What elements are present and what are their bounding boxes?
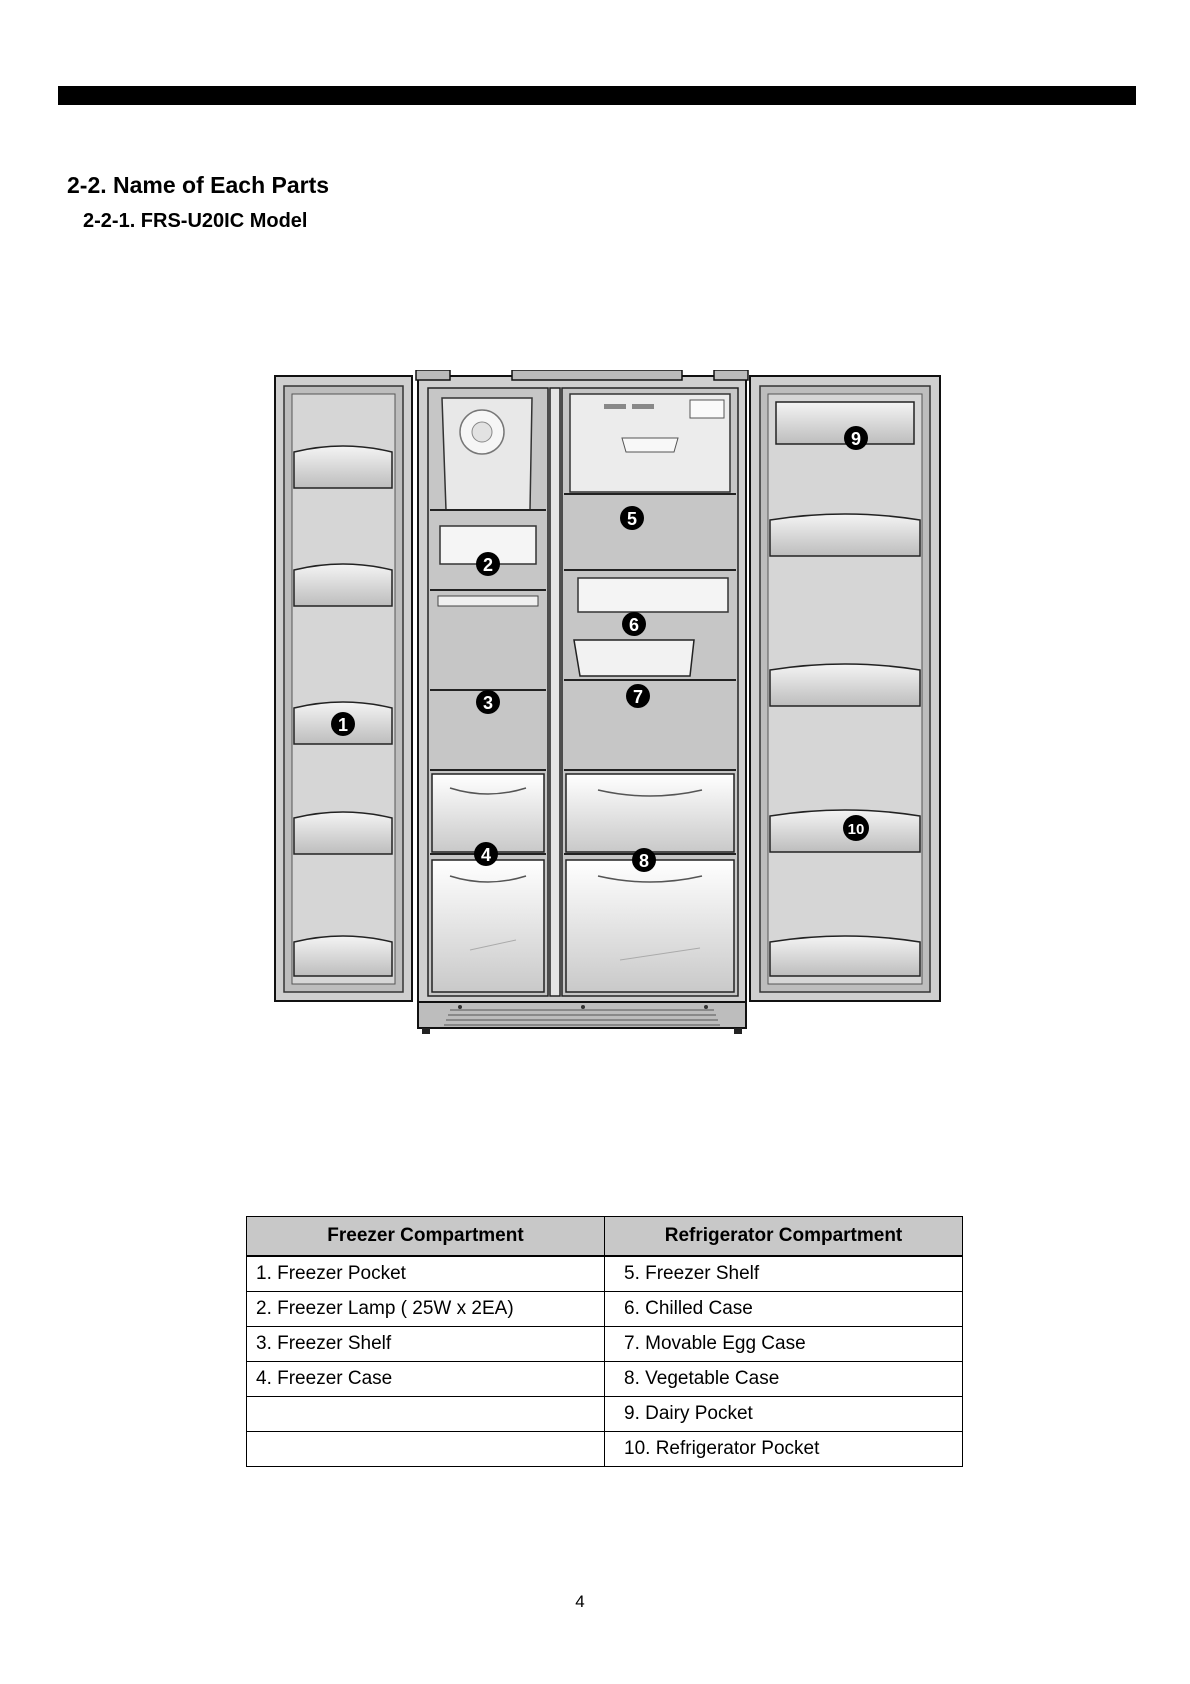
header-rule (58, 86, 1136, 105)
chilled-case-icon (578, 578, 728, 612)
table-cell: 10. Refrigerator Pocket (605, 1432, 963, 1467)
table-cell: 4. Freezer Case (247, 1362, 605, 1397)
svg-text:9: 9 (850, 429, 862, 449)
table-cell: 9. Dairy Pocket (605, 1397, 963, 1432)
callout-3 (476, 690, 500, 714)
refrigerator-diagram (270, 370, 946, 1038)
table-row (247, 1256, 963, 1292)
table-cell: 1. Freezer Pocket (247, 1256, 605, 1292)
table-row (247, 1292, 963, 1327)
svg-text:4: 4 (480, 845, 492, 865)
table-cell: 5. Freezer Shelf (605, 1256, 963, 1292)
center-divider (550, 388, 560, 996)
table-row (247, 1362, 963, 1397)
refrigerator-compartment (562, 388, 738, 996)
refrigerator-door (750, 376, 940, 1001)
table-cell: 6. Chilled Case (605, 1292, 963, 1327)
table-row (247, 1327, 963, 1362)
table-cell: 2. Freezer Lamp ( 25W x 2EA) (247, 1292, 605, 1327)
callout-7 (626, 684, 650, 708)
freezer-case-lower (432, 860, 544, 992)
freezer-door (275, 376, 412, 1001)
table-row (247, 1397, 963, 1432)
svg-text:5: 5 (626, 509, 638, 529)
freezer-case-upper (432, 774, 544, 852)
svg-text:10: 10 (847, 821, 865, 838)
section-title: 2-2. Name of Each Parts (67, 172, 330, 198)
callout-2 (476, 552, 500, 576)
page-number: 4 (575, 1592, 585, 1611)
callout-4 (474, 842, 498, 866)
callout-6 (622, 612, 646, 636)
table-cell: 8. Vegetable Case (605, 1362, 963, 1397)
column-header-refrigerator: Refrigerator Compartment (605, 1217, 963, 1257)
svg-text:8: 8 (638, 851, 650, 871)
table-cell: 7. Movable Egg Case (605, 1327, 963, 1362)
callout-5 (620, 506, 644, 530)
callout-10 (843, 815, 869, 841)
vegetable-case-upper (566, 774, 734, 852)
subsection-title: 2-2-1. FRS-U20IC Model (83, 210, 308, 232)
svg-text:3: 3 (482, 693, 494, 713)
svg-text:7: 7 (632, 687, 644, 707)
table-cell (247, 1397, 605, 1432)
table-header-row (247, 1217, 963, 1257)
table-cell (247, 1432, 605, 1467)
vegetable-case-lower (566, 860, 734, 992)
column-header-freezer: Freezer Compartment (247, 1217, 605, 1257)
svg-text:2: 2 (482, 555, 494, 575)
callout-1 (331, 712, 355, 736)
callout-9 (844, 426, 868, 450)
parts-table (246, 1216, 963, 1467)
egg-case-icon (574, 640, 694, 676)
table-row (247, 1432, 963, 1467)
callout-8 (632, 848, 656, 872)
table-cell: 3. Freezer Shelf (247, 1327, 605, 1362)
svg-text:1: 1 (337, 715, 349, 735)
svg-text:6: 6 (628, 615, 640, 635)
